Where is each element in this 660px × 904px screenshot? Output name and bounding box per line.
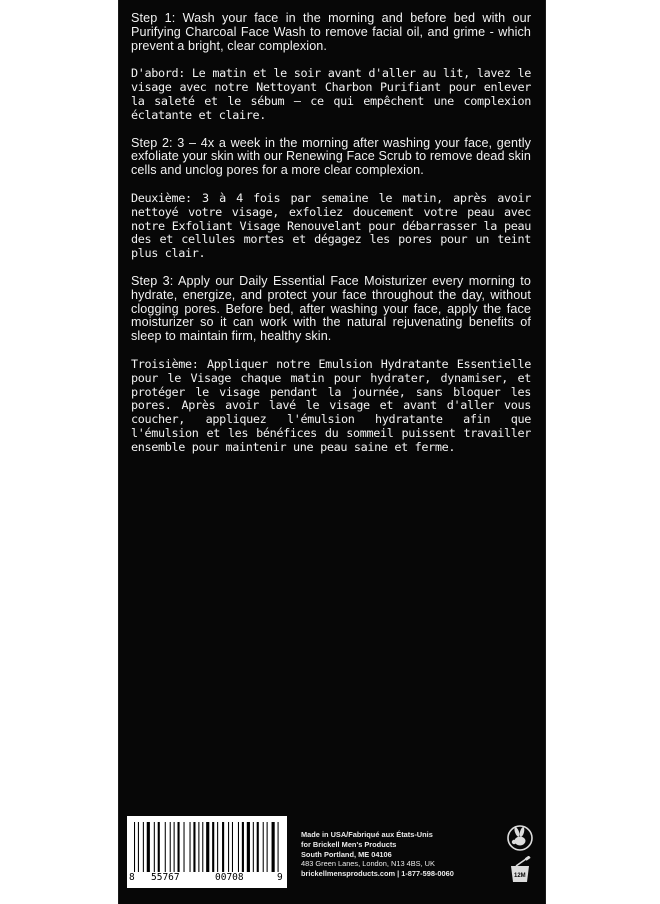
bunny-icon <box>505 824 535 852</box>
instructions <box>131 12 531 469</box>
us-address-text: South Portland, ME 04106 <box>301 849 392 859</box>
barcode-digit-check: 9 <box>277 872 283 883</box>
label-footer <box>119 816 545 894</box>
step-3-fr: Troisième: Appliquer notre Emulsion Hydratante Essentielle pour le Visage chaque matin pour hydrater, dynamiser, et protéger le visage pendant la journée, sans bloquer les pores. Après avoir lavé le visage et avant d'aller vous coucher, appliquez l'émulsion hydratante afin que l'émulsion et les bénéfices du sommeil puissent travailler ensemble pour maintenir une peau saine et ferme. <box>131 356 531 454</box>
step-2-fr: Deuxième: 3 à 4 fois par semaine le matin, après avoir nettoyé votre visage, exfoliez doucement votre peau avec notre Exfoliant Visage Renouvelant pour débarrasser la peau des et cellules mortes et dégagez les pores pour un teint plus clair. <box>131 190 531 261</box>
step-1-fr: D'abord: Le matin et le soir avant d'aller au lit, lavez le visage avec notre Nettoyant Charbon Purifiant pour enlever la saleté et le sébum – ce qui empêchent une complexion éclatante et claire. <box>131 66 531 122</box>
contact-text: brickellmensproducts.com | 1-877-598-0060 <box>301 869 454 879</box>
barcode-digits <box>127 872 287 886</box>
pao-label: 12M <box>514 873 526 879</box>
step-2-en: Step 2: 3 – 4x a week in the morning after washing your face, gently exfoliate your skin with our Renewing Face Scrub to remove dead skin cells and unclog pores for a more clear complexion. <box>131 135 531 178</box>
barcode-digit-left: 55767 <box>151 872 180 883</box>
barcode-digit-right: 00708 <box>215 872 244 883</box>
brand-text: for Brickell Men's Products <box>301 839 397 849</box>
step-3-en: Step 3: Apply our Daily Essential Face Moisturizer every morning to hydrate, energize, and protect your face throughout the day, without clogging pores. Before bed, after washing your face, apply the face moisturizer so it can work with the natural rejuvenating benefits of sleep to maintain firm, healthy skin. <box>131 273 531 344</box>
label-panel <box>118 0 546 904</box>
barcode-bars <box>133 822 281 872</box>
barcode <box>127 816 287 888</box>
made-in-text: Made in USA/Fabriqué aux États-Unis <box>301 830 433 839</box>
manufacturer-info <box>301 830 501 879</box>
uk-address-text: 483 Green Lanes, London, N13 4BS, UK <box>301 859 435 869</box>
period-after-opening-icon <box>507 856 533 884</box>
barcode-digit-system: 8 <box>129 872 135 883</box>
step-1-en: Step 1: Wash your face in the morning and before bed with our Purifying Charcoal Face Wash to remove facial oil, and grime - which prevent a bright, clear complexion. <box>131 11 531 53</box>
